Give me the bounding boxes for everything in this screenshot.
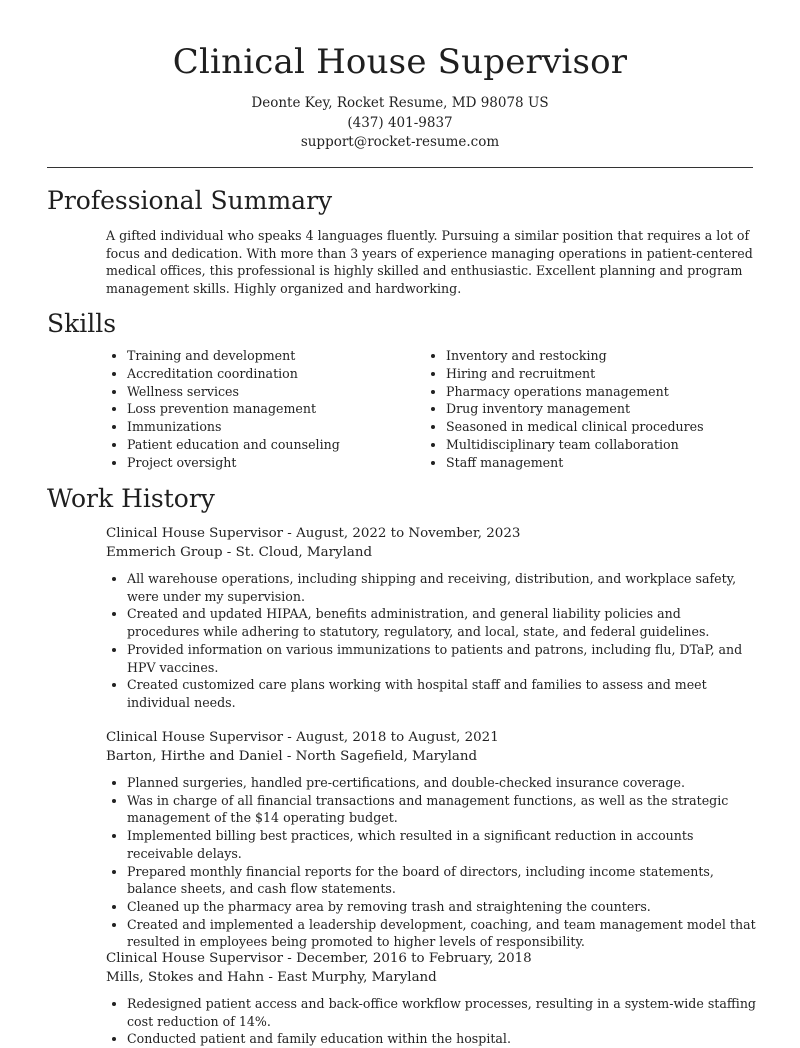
contact-email: support@rocket-resume.com <box>300 134 500 150</box>
job-entry <box>106 728 756 951</box>
candidate-title: Clinical House Supervisor <box>172 42 628 82</box>
skill-item: • Staff management <box>446 454 704 472</box>
job-dates: August, 2022 to November, 2023 <box>296 526 521 541</box>
job-title: Clinical House Supervisor <box>106 951 284 966</box>
work-history-heading: Work History <box>47 484 215 513</box>
skill-item: • Training and development <box>127 347 340 365</box>
job-company: Mills, Stokes and Hahn <box>106 970 265 985</box>
skill-item: • Accreditation coordination <box>127 365 340 383</box>
job-dates: August, 2018 to August, 2021 <box>296 730 499 745</box>
skill-item: • Hiring and recruitment <box>446 365 704 383</box>
job-bullet: • Created and updated HIPAA, benefits administration, and general liability policies and procedures while adhering to statutory, regulatory, and local, state, and federal guidelines. <box>127 605 756 640</box>
job-company-line <box>106 968 756 987</box>
job-dates: December, 2016 to February, 2018 <box>296 951 532 966</box>
contact-block <box>0 94 800 153</box>
summary-text: A gifted individual who speaks 4 languages fluently. Pursuing a similar position that requires a lot of focus and dedication. With more than 3 years of experience managing operations in patient-centered medical offices, this professional is highly skilled and enthusiastic. Excellent planning and program management skills. Highly organized and hardworking. <box>106 228 753 297</box>
job-entry <box>106 949 756 1048</box>
skill-item: • Inventory and restocking <box>446 347 704 365</box>
dash-separator: - <box>283 951 297 966</box>
skill-item: • Multidisciplinary team collaboration <box>446 436 704 454</box>
dash-separator: - <box>283 526 297 541</box>
job-title-line <box>106 524 756 543</box>
job-bullet-list <box>106 570 756 712</box>
job-bullet: • Cleaned up the pharmacy area by removing trash and straightening the counters. <box>127 898 756 916</box>
contact-address: Deonte Key, Rocket Resume, MD 98078 US <box>251 95 549 111</box>
job-entry <box>106 524 756 712</box>
contact-phone: (437) 401-9837 <box>347 114 453 131</box>
skills-list-right <box>425 347 704 472</box>
job-title: Clinical House Supervisor <box>106 526 284 541</box>
skill-item: • Project oversight <box>127 454 340 472</box>
dash-separator: - <box>283 730 297 745</box>
resume-header <box>0 0 800 153</box>
job-company: Emmerich Group <box>106 545 223 560</box>
dash-separator: - <box>264 970 278 985</box>
job-location: North Sagefield, Maryland <box>295 749 478 764</box>
dash-separator: - <box>222 545 236 560</box>
job-company-line <box>106 543 756 562</box>
job-bullet-list <box>106 995 756 1048</box>
skill-item: • Seasoned in medical clinical procedures <box>446 418 704 436</box>
job-bullet: • Created customized care plans working with hospital staff and families to assess and meet individual needs. <box>127 676 756 711</box>
job-bullet: • Prepared monthly financial reports for the board of directors, including income statements, balance sheets, and cash flow statements. <box>127 863 756 898</box>
skill-item: • Wellness services <box>127 383 340 401</box>
job-title-line <box>106 728 756 747</box>
job-bullet: • Was in charge of all financial transactions and management functions, as well as the strategic management of the $14 operating budget. <box>127 792 756 827</box>
job-title-line <box>106 949 756 968</box>
summary-heading: Professional Summary <box>47 186 333 215</box>
job-bullet: • Redesigned patient access and back-office workflow processes, resulting in a system-wide staffing cost reduction of 14%. <box>127 995 756 1030</box>
job-company-line <box>106 747 756 766</box>
job-bullet: • Conducted patient and family education within the hospital. <box>127 1030 756 1048</box>
skill-item: • Immunizations <box>127 418 340 436</box>
job-title: Clinical House Supervisor <box>106 730 284 745</box>
job-bullet: • Created and implemented a leadership development, coaching, and team management model that resulted in employees being promoted to higher levels of responsibility. <box>127 916 756 951</box>
job-company: Barton, Hirthe and Daniel <box>106 749 283 764</box>
skills-heading: Skills <box>47 309 117 338</box>
job-location: St. Cloud, Maryland <box>235 545 373 560</box>
job-bullet: • Provided information on various immunizations to patients and patrons, including flu, DTaP, and HPV vaccines. <box>127 641 756 676</box>
header-divider <box>47 167 753 168</box>
job-bullet: • All warehouse operations, including shipping and receiving, distribution, and workplace safety, were under my supervision. <box>127 570 756 605</box>
dash-separator: - <box>282 749 296 764</box>
job-bullet: • Planned surgeries, handled pre-certifications, and double-checked insurance coverage. <box>127 774 756 792</box>
skill-item: • Drug inventory management <box>446 400 704 418</box>
job-bullet-list <box>106 774 756 951</box>
skill-item: • Patient education and counseling <box>127 436 340 454</box>
skills-list-left <box>106 347 340 472</box>
skill-item: • Loss prevention management <box>127 400 340 418</box>
job-location: East Murphy, Maryland <box>277 970 437 985</box>
skill-item: • Pharmacy operations management <box>446 383 704 401</box>
job-bullet: • Implemented billing best practices, which resulted in a significant reduction in accounts receivable delays. <box>127 827 756 862</box>
